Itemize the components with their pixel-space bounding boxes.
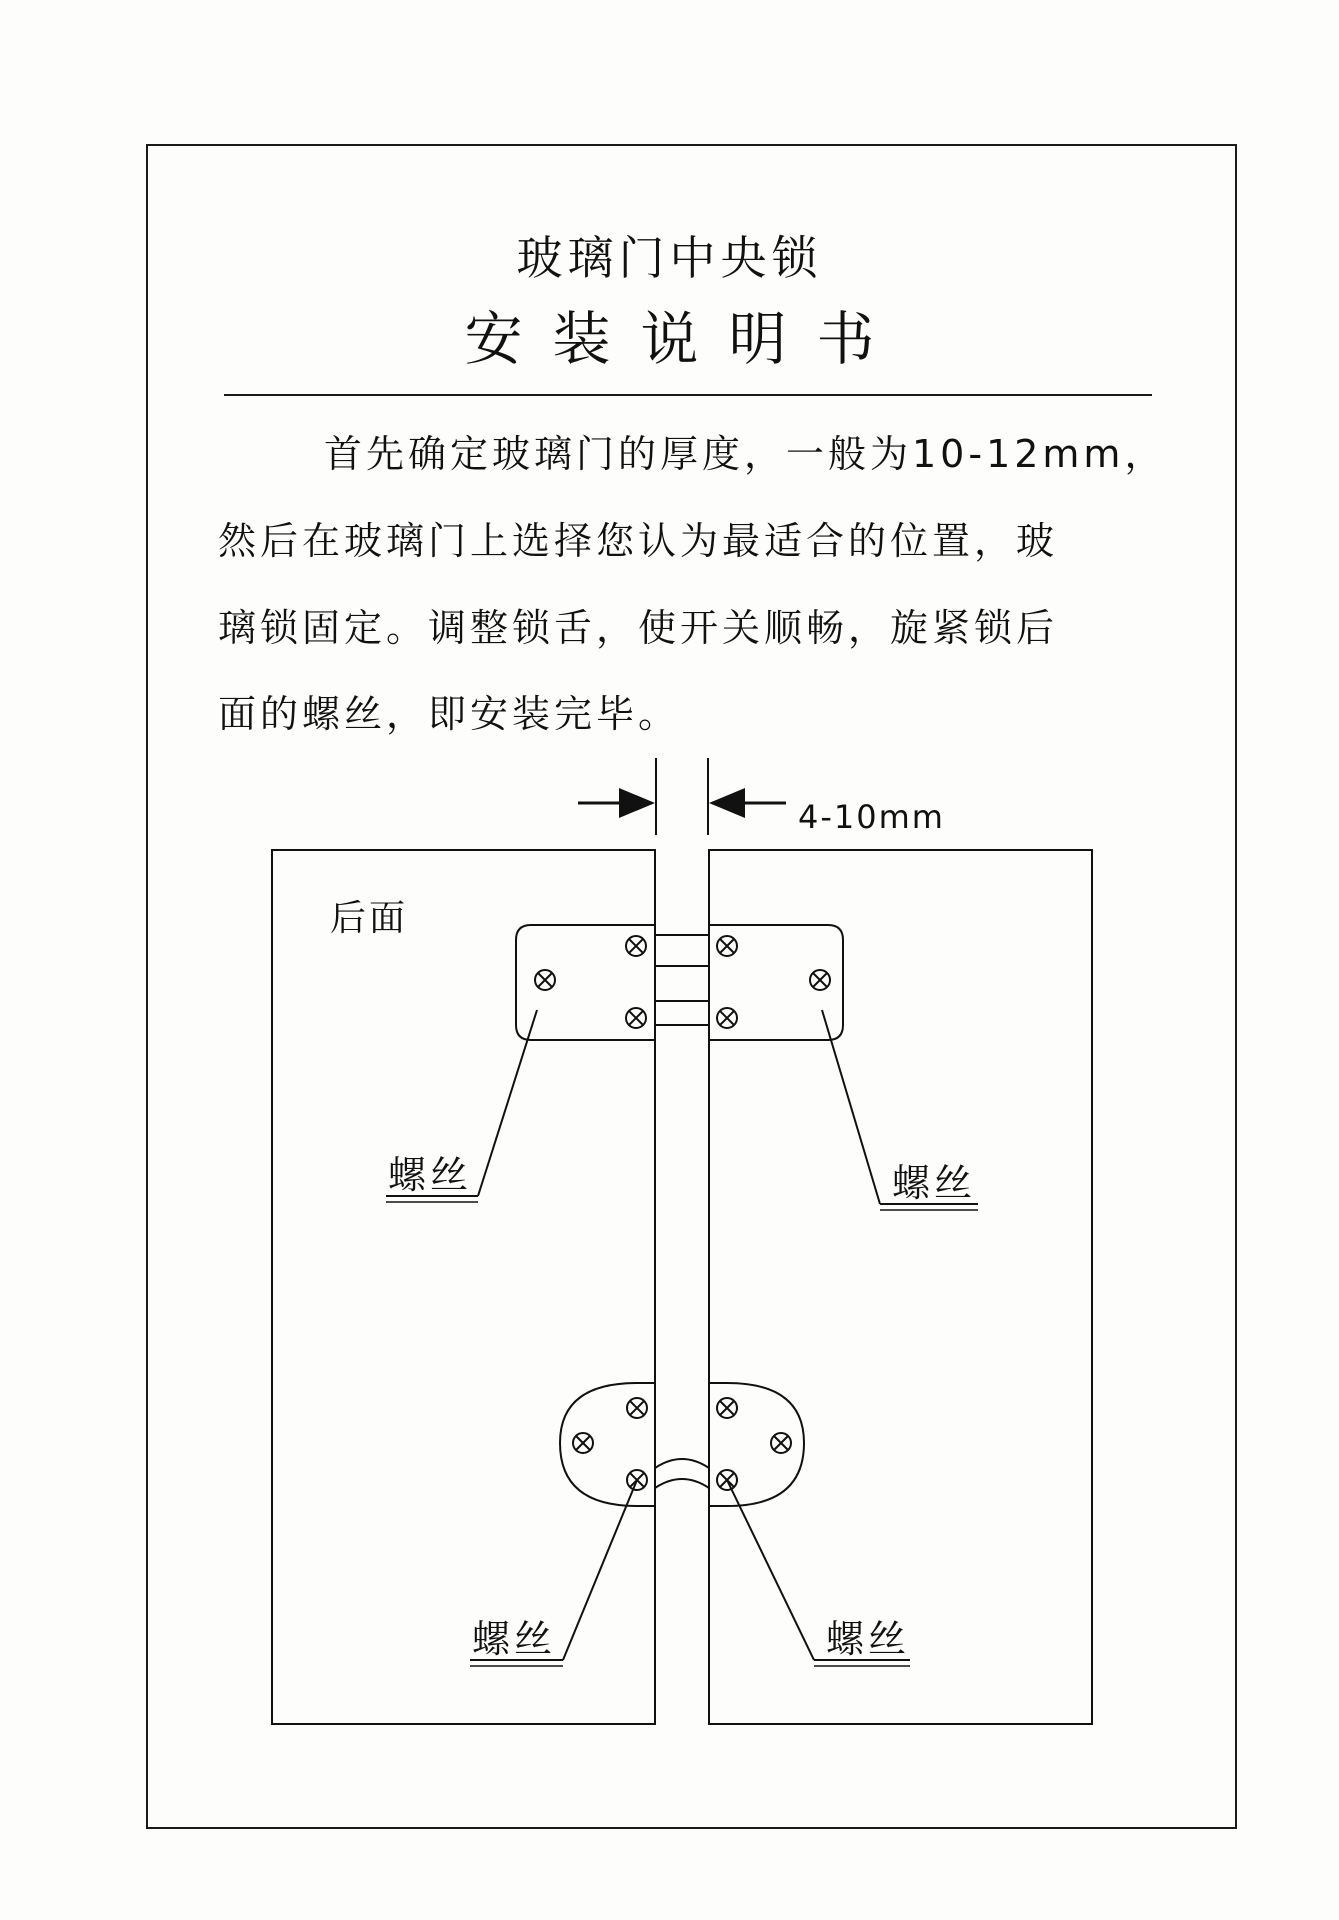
screw-icon — [810, 970, 830, 990]
screw-icon — [771, 1433, 791, 1453]
screw-label-top-left: 螺丝 — [388, 1153, 473, 1197]
bottom-lock-right-plate — [709, 1383, 804, 1506]
left-glass-panel — [272, 850, 655, 1724]
screw-label-top-right: 螺丝 — [892, 1161, 977, 1205]
screw-icon — [626, 1008, 646, 1028]
instruction-line-4: 面的螺丝，即安装完毕。 — [218, 692, 681, 736]
screw-icon — [627, 1398, 647, 1418]
screws-group — [535, 936, 830, 1490]
screw-icon — [717, 1398, 737, 1418]
bottom-lock-assembly — [560, 1383, 804, 1506]
screw-icon — [717, 1008, 737, 1028]
leader-line-top-left — [478, 1010, 537, 1196]
bottom-lock-left-plate — [560, 1383, 655, 1506]
document-subtitle: 安装说明书 — [464, 305, 905, 373]
screw-label-bottom-right: 螺丝 — [826, 1617, 911, 1661]
back-side-label: 后面 — [330, 898, 409, 939]
screw-icon — [717, 936, 737, 956]
top-lock-assembly — [516, 925, 843, 1040]
leader-line-bottom-right — [727, 1480, 814, 1660]
screw-label-bottom-left: 螺丝 — [472, 1617, 557, 1661]
screw-icon — [535, 970, 555, 990]
screw-icon — [626, 936, 646, 956]
gap-dimension-label: 4-10mm — [798, 798, 945, 836]
leader-line-bottom-left — [563, 1480, 637, 1660]
instruction-line-2: 然后在玻璃门上选择您认为最适合的位置，玻 — [218, 519, 1059, 563]
screw-icon — [573, 1433, 593, 1453]
instruction-line-1: 首先确定玻璃门的厚度，一般为10-12mm， — [324, 432, 1167, 476]
document-title: 玻璃门中央锁 — [516, 231, 823, 285]
leader-line-top-right — [822, 1010, 880, 1204]
top-lock-left-plate — [516, 925, 655, 1040]
instruction-line-3: 璃锁固定。调整锁舌，使开关顺畅，旋紧锁后 — [218, 606, 1059, 650]
right-glass-panel — [709, 850, 1092, 1724]
